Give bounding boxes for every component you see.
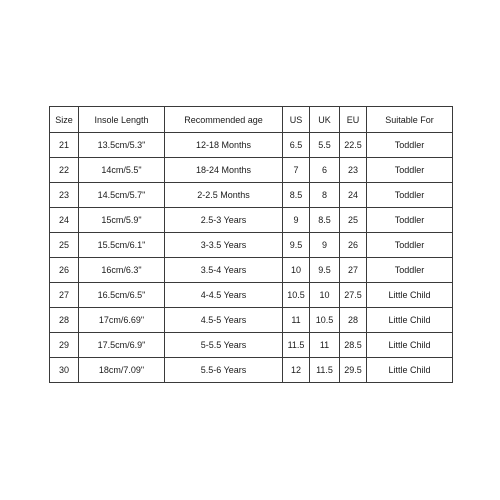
cell-suitable-for: Toddler: [367, 183, 453, 208]
table-row: [50, 158, 453, 183]
cell-us: 9: [283, 208, 310, 233]
cell-insole-length: 13.5cm/5.3": [79, 133, 165, 158]
cell-eu: 28: [340, 308, 367, 333]
cell-eu: 24: [340, 183, 367, 208]
cell-eu: 27: [340, 258, 367, 283]
cell-us: 12: [283, 358, 310, 383]
table-row: [50, 258, 453, 283]
table-row: [50, 283, 453, 308]
cell-insole-length: 18cm/7.09": [79, 358, 165, 383]
table-row: [50, 233, 453, 258]
cell-insole-length: 14cm/5.5": [79, 158, 165, 183]
cell-eu: 27.5: [340, 283, 367, 308]
cell-uk: 9: [310, 233, 340, 258]
cell-us: 9.5: [283, 233, 310, 258]
cell-recommended-age: 3-3.5 Years: [165, 233, 283, 258]
table-row: [50, 133, 453, 158]
cell-suitable-for: Little Child: [367, 358, 453, 383]
cell-uk: 8.5: [310, 208, 340, 233]
cell-recommended-age: 12-18 Months: [165, 133, 283, 158]
cell-size: 27: [50, 283, 79, 308]
cell-us: 10: [283, 258, 310, 283]
cell-recommended-age: 5.5-6 Years: [165, 358, 283, 383]
cell-recommended-age: 5-5.5 Years: [165, 333, 283, 358]
cell-size: 28: [50, 308, 79, 333]
cell-insole-length: 16.5cm/6.5": [79, 283, 165, 308]
header-insole-length: Insole Length: [79, 107, 165, 133]
cell-insole-length: 17cm/6.69": [79, 308, 165, 333]
cell-uk: 5.5: [310, 133, 340, 158]
cell-size: 25: [50, 233, 79, 258]
cell-uk: 10.5: [310, 308, 340, 333]
cell-us: 8.5: [283, 183, 310, 208]
cell-suitable-for: Toddler: [367, 133, 453, 158]
cell-suitable-for: Toddler: [367, 158, 453, 183]
cell-recommended-age: 3.5-4 Years: [165, 258, 283, 283]
cell-size: 26: [50, 258, 79, 283]
cell-size: 29: [50, 333, 79, 358]
header-suitable-for: Suitable For: [367, 107, 453, 133]
table-body: [50, 133, 453, 383]
table-row: [50, 358, 453, 383]
cell-insole-length: 16cm/6.3": [79, 258, 165, 283]
cell-recommended-age: 18-24 Months: [165, 158, 283, 183]
cell-insole-length: 17.5cm/6.9": [79, 333, 165, 358]
cell-eu: 29.5: [340, 358, 367, 383]
cell-suitable-for: Toddler: [367, 258, 453, 283]
table-row: [50, 308, 453, 333]
header-recommended-age: Recommended age: [165, 107, 283, 133]
cell-uk: 9.5: [310, 258, 340, 283]
cell-us: 7: [283, 158, 310, 183]
cell-size: 30: [50, 358, 79, 383]
header-eu: EU: [340, 107, 367, 133]
cell-suitable-for: Toddler: [367, 208, 453, 233]
header-row: [50, 107, 453, 133]
header-uk: UK: [310, 107, 340, 133]
cell-insole-length: 14.5cm/5.7": [79, 183, 165, 208]
cell-eu: 26: [340, 233, 367, 258]
table-row: [50, 333, 453, 358]
size-chart-table: [49, 106, 453, 383]
cell-suitable-for: Little Child: [367, 333, 453, 358]
cell-recommended-age: 2-2.5 Months: [165, 183, 283, 208]
cell-suitable-for: Toddler: [367, 233, 453, 258]
cell-us: 11.5: [283, 333, 310, 358]
cell-size: 22: [50, 158, 79, 183]
cell-eu: 28.5: [340, 333, 367, 358]
cell-recommended-age: 4.5-5 Years: [165, 308, 283, 333]
cell-uk: 6: [310, 158, 340, 183]
table-row: [50, 208, 453, 233]
cell-suitable-for: Little Child: [367, 283, 453, 308]
header-size: Size: [50, 107, 79, 133]
cell-us: 6.5: [283, 133, 310, 158]
cell-uk: 11: [310, 333, 340, 358]
cell-us: 10.5: [283, 283, 310, 308]
cell-uk: 10: [310, 283, 340, 308]
header-us: US: [283, 107, 310, 133]
cell-recommended-age: 4-4.5 Years: [165, 283, 283, 308]
cell-recommended-age: 2.5-3 Years: [165, 208, 283, 233]
cell-eu: 23: [340, 158, 367, 183]
cell-uk: 11.5: [310, 358, 340, 383]
cell-uk: 8: [310, 183, 340, 208]
cell-size: 23: [50, 183, 79, 208]
cell-size: 21: [50, 133, 79, 158]
cell-insole-length: 15.5cm/6.1": [79, 233, 165, 258]
table-row: [50, 183, 453, 208]
cell-eu: 25: [340, 208, 367, 233]
cell-eu: 22.5: [340, 133, 367, 158]
cell-insole-length: 15cm/5.9": [79, 208, 165, 233]
cell-size: 24: [50, 208, 79, 233]
cell-us: 11: [283, 308, 310, 333]
cell-suitable-for: Little Child: [367, 308, 453, 333]
